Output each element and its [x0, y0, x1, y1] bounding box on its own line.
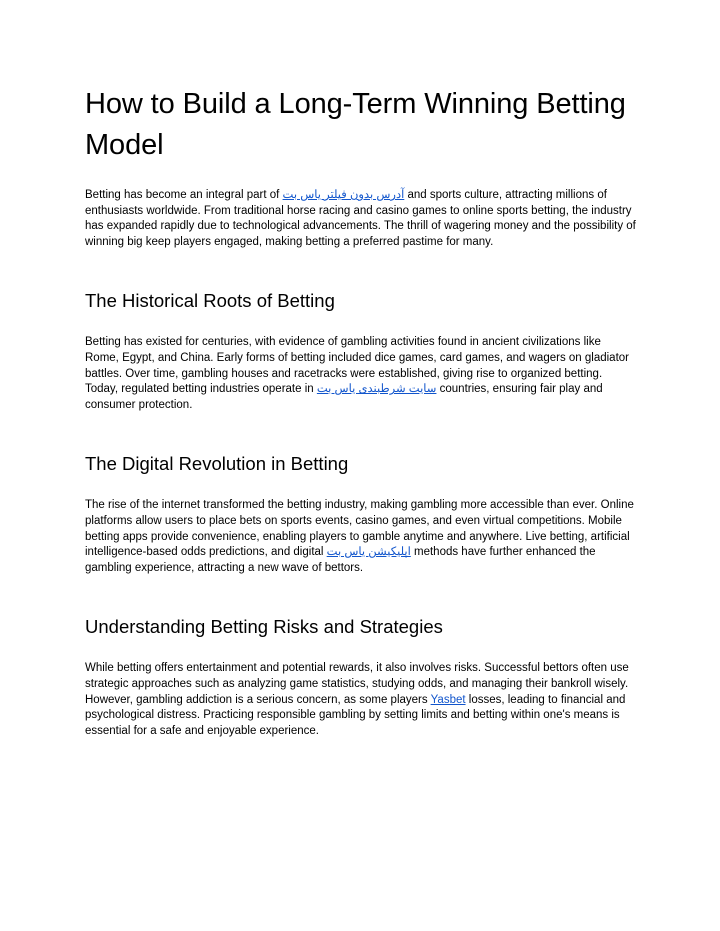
document-body: [85, 84, 637, 739]
section-text-after: countries, ensuring fair play and consumer protection.: [85, 383, 603, 411]
section-link-digital-revolution[interactable]: اپلیکیشن یاس بت: [326, 546, 411, 559]
section-heading-risks-strategies: Understanding Betting Risks and Strategies: [85, 616, 443, 638]
section-text-before: Betting has existed for centuries, with evidence of gambling activities found in ancient civilizations like Rome, Egypt, and China. Early forms of betting included dice games, card games, and wagers on gladiator battles. Over time, gambling houses and racetracks were established, giving rise to organized betting. Today, regulated betting industries operate in: [85, 336, 629, 396]
section-heading-digital-revolution: The Digital Revolution in Betting: [85, 453, 349, 475]
section-text-before: While betting offers entertainment and potential rewards, it also involves risks. Successful bettors often use strategic approaches such as analyzing game statistics, studying odds, and managing their bankroll wisely. However, gambling addiction is a serious concern, as some players: [85, 662, 629, 706]
section-paragraph-digital-revolution: [85, 498, 637, 576]
section-text-before: The rise of the internet transformed the betting industry, making gambling more accessible than ever. Online platforms allow users to place bets on sports events, casino games, and even virtual competitions. Mobile betting apps provide convenience, enabling players to gamble anytime and anywhere. Live betting, artificial intelligence-based odds predictions, and digital: [85, 499, 634, 559]
intro-text-before: Betting has become an integral part of: [85, 189, 283, 201]
section-text-after: losses, leading to financial and psychological distress. Practicing responsible gambling by setting limits and betting within one's means is essential for a safe and enjoyable experience.: [85, 693, 626, 737]
section-link-risks-strategies[interactable]: Yasbet: [430, 693, 466, 706]
section-text-after: methods have further enhanced the gambling experience, attracting a new wave of bettors.: [85, 546, 596, 574]
section-paragraph-historical-roots: [85, 335, 637, 413]
section-heading-historical-roots: The Historical Roots of Betting: [85, 290, 335, 312]
intro-text-after: and sports culture, attracting millions of enthusiasts worldwide. From traditional horse racing and casino games to online sports betting, the industry has expanded rapidly due to technological advancements. The thrill of wagering money and the possibility of winning big keep players engaged, making betting a preferred pastime for many.: [85, 189, 636, 248]
page-title: How to Build a Long-Term Winning Betting Model: [85, 88, 626, 161]
section-link-historical-roots[interactable]: سایت شرطبندی یاس بت: [316, 383, 437, 396]
intro-link[interactable]: آدرس بدون فیلتر یاس بت: [282, 189, 405, 201]
intro-paragraph: [85, 188, 637, 250]
section-paragraph-risks-strategies: [85, 661, 637, 739]
